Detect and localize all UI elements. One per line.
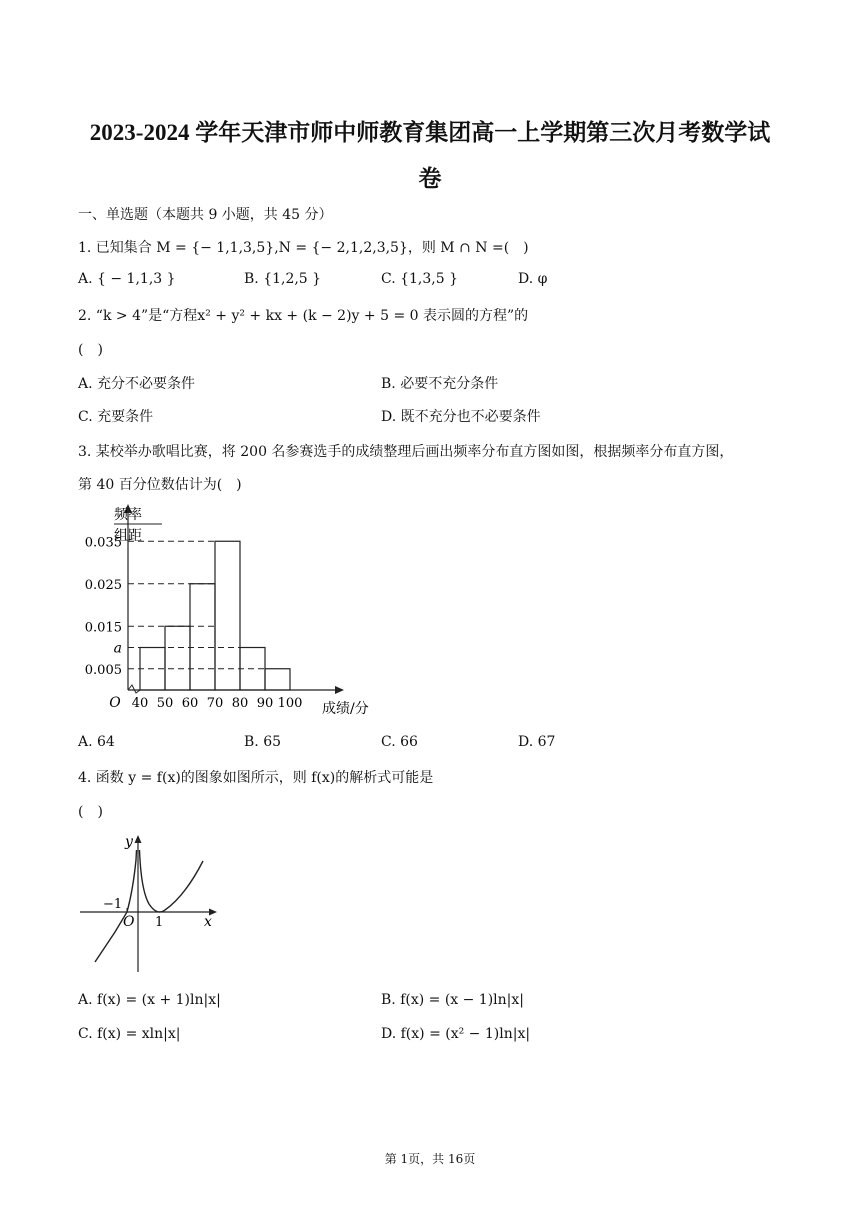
q1-option-a: A. { − 1,1,3 } [78,271,176,287]
graph-curve-right [140,850,204,912]
hist-axis-break [128,685,140,693]
exam-title-line1: 2023-2024 学年天津市师中师教育集团高一上学期第三次月考数学试 [89,120,771,145]
q3-option-d: D. 67 [518,734,556,750]
graph-y-arrow-icon [135,835,142,843]
hist-bar [190,584,215,690]
hist-x-tick-label: 80 [231,696,249,711]
q4-option-c: C. f(x) = xln|x| [78,1026,181,1042]
hist-x-arrow-icon [335,686,344,694]
q3-stem-line1: 3. 某校举办歌唱比赛，将 200 名参赛选手的成绩整理后画出频率分布直方图如图，根据频率分布直方图， [78,444,734,460]
q3-option-b: B. 65 [244,734,282,750]
graph-one-label: 1 [155,915,164,930]
exam-title-line2: 卷 [418,166,442,191]
section-heading: 一、单选题（本题共 9 小题，共 45 分） [78,207,333,223]
q4-option-d: D. f(x) = (x² − 1)ln|x| [381,1026,531,1042]
q1-stem: 1. 已知集合 M = {− 1,1,3,5},N = {− 2,1,2,3,5}，则 M ∩ N =( ) [78,240,529,256]
q2-option-d: D. 既不充分也不必要条件 [381,409,541,425]
hist-y-tick-label: 0.025 [84,577,122,593]
q1-option-b: B. {1,2,5 } [244,271,322,287]
hist-y-tick-label: 0.005 [84,662,122,678]
hist-ylabel-bottom: 组距 [114,528,142,544]
graph-y-label: y [125,834,133,850]
hist-origin-label: O [109,695,121,711]
q3-option-a: A. 64 [78,734,115,750]
q1-option-d: D. φ [518,271,548,287]
q4-stem: 4. 函数 y = f(x)的图象如图所示，则 f(x)的解析式可能是 [78,770,434,786]
hist-bar [265,669,290,690]
hist-x-tick-label: 60 [181,696,199,711]
hist-x-tick-label: 70 [206,696,224,711]
q4-option-a: A. f(x) = (x + 1)ln|x| [78,992,221,1008]
q2-option-c: C. 充要条件 [78,409,154,425]
graph-x-label: x [204,914,212,930]
hist-x-tick-label: 100 [277,696,303,711]
q4-option-b: B. f(x) = (x − 1)ln|x| [381,992,525,1008]
frequency-histogram [70,500,390,725]
q2-paren: ( ) [78,342,103,358]
page-footer: 第 1页，共 16页 [384,1152,476,1166]
q4-paren: ( ) [78,804,103,820]
hist-bar [165,626,190,690]
q2-option-b: B. 必要不充分条件 [381,376,499,392]
hist-x-tick-label: 90 [256,696,274,711]
q3-stem-line2: 第 40 百分位数估计为( ) [78,477,242,493]
hist-y-tick-label: a [113,640,122,657]
hist-x-tick-label: 50 [156,696,174,711]
q2-stem: 2. “k > 4”是“方程x² + y² + kx + (k − 2)y + 5 = 0 表示圆的方程”的 [78,308,529,324]
graph-origin-label: O [123,914,135,930]
hist-bar [215,541,240,690]
hist-ylabel-top: 频率 [114,507,142,523]
q2-option-a: A. 充分不必要条件 [78,376,196,392]
q3-option-c: C. 66 [381,734,418,750]
q1-option-c: C. {1,3,5 } [381,271,458,287]
function-graph [75,828,225,978]
hist-xlabel: 成绩/分 [322,701,369,717]
hist-y-tick-label: 0.015 [84,620,122,636]
graph-neg-one-label: −1 [103,897,123,912]
hist-x-tick-label: 40 [131,696,149,711]
hist-y-tick-label: 0.035 [84,535,122,551]
